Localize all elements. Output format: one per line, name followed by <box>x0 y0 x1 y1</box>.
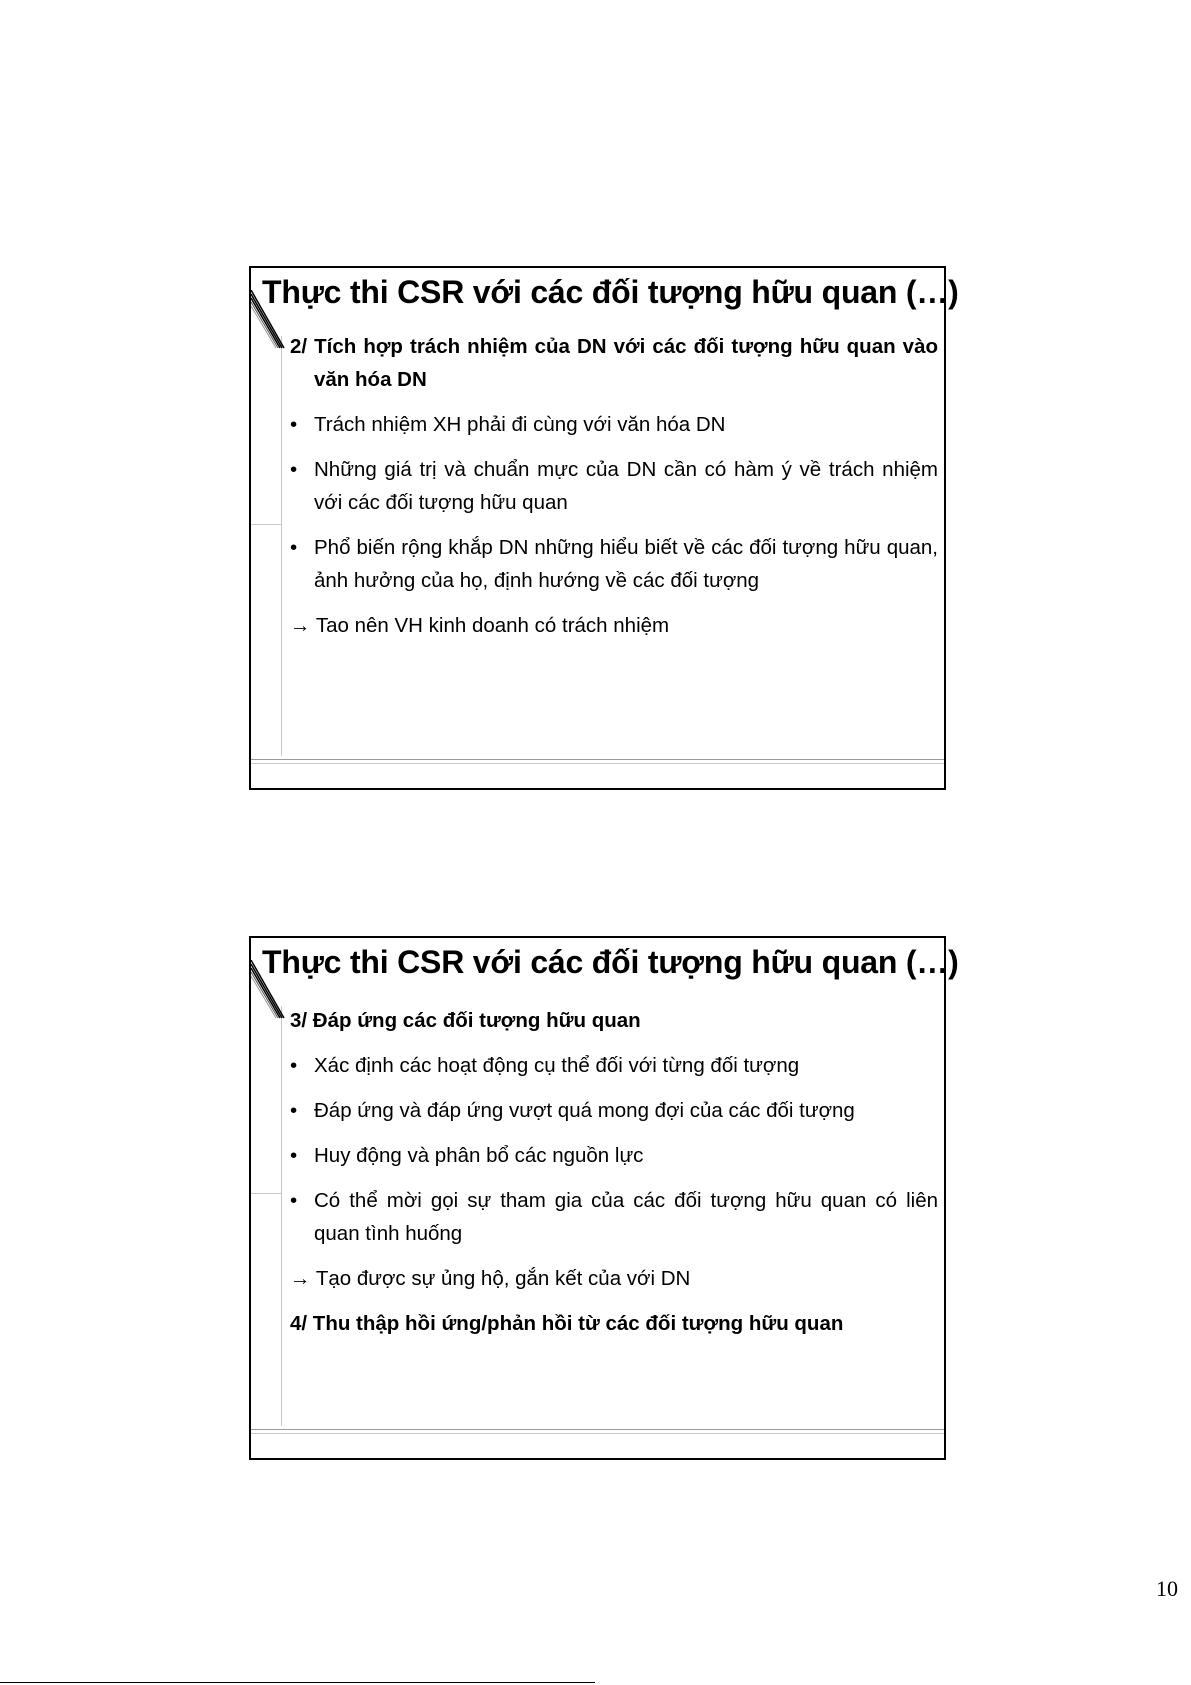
slide-guide-line <box>281 336 282 756</box>
bullet-marker: • <box>290 536 298 559</box>
bullet-text: Những giá trị và chuẩn mực của DN cần có hàm ý về trách nhiệm với các đối tượng hữu quan <box>314 458 938 514</box>
slide-2 <box>249 936 959 1460</box>
bullet-text: Phổ biến rộng khắp DN những hiểu biết về các đối tượng hữu quan, ảnh hưởng của họ, định hướng về các đối tượng <box>314 536 938 592</box>
slide-footer-rule <box>251 759 944 760</box>
slide-body <box>290 1004 938 1352</box>
slide-footer-rule-inner <box>251 763 944 764</box>
slide-guide-line <box>281 1006 282 1426</box>
bullet-marker: • <box>290 1144 298 1167</box>
conclusion: → Tao nên VH kinh doanh có trách nhiệm <box>290 614 670 637</box>
bullet-text: Có thể mời gọi sự tham gia của các đối tượng hữu quan có liên quan tình huống <box>314 1189 938 1245</box>
bullet-item <box>290 1139 938 1172</box>
bullet-item <box>290 408 938 441</box>
page-number: 10 <box>1156 1576 1178 1601</box>
bullet-text: Trách nhiệm XH phải đi cùng với văn hóa DN <box>314 413 726 436</box>
footnote-rule <box>0 1682 595 1683</box>
bullet-text: Xác định các hoạt động cụ thể đối với từng đối tượng <box>314 1054 800 1077</box>
slide-title: Thực thi CSR với các đối tượng hữu quan (…) <box>262 274 959 310</box>
bullet-marker: • <box>290 1099 298 1122</box>
bullet-item <box>290 1184 938 1250</box>
bullet-marker: • <box>290 413 298 436</box>
section-subheading: 4/ Thu thập hồi ứng/phản hồi từ các đối tượng hữu quan <box>290 1312 844 1335</box>
bullet-item <box>290 1049 938 1082</box>
slide-body <box>290 330 938 654</box>
bullet-item <box>290 531 938 597</box>
bullet-marker: • <box>290 1189 298 1212</box>
slide-1 <box>249 266 959 790</box>
section-heading: 3/ Đáp ứng các đối tượng hữu quan <box>290 1009 641 1032</box>
bullet-text: Huy động và phân bổ các nguồn lực <box>314 1144 644 1167</box>
bullet-item <box>290 453 938 519</box>
section-heading: 2/ Tích hợp trách nhiệm của DN với các đối tượng hữu quan vào văn hóa DN <box>290 335 938 391</box>
conclusion: → Tạo được sự ủng hộ, gắn kết của với DN <box>290 1267 691 1290</box>
slide-guide-tick <box>251 1193 281 1194</box>
slide-footer-rule <box>251 1429 944 1430</box>
bullet-text: Đáp ứng và đáp ứng vượt quá mong đợi của các đối tượng <box>314 1099 855 1122</box>
slide-title: Thực thi CSR với các đối tượng hữu quan (…) <box>262 944 959 980</box>
bullet-marker: • <box>290 458 298 481</box>
bullet-marker: • <box>290 1054 298 1077</box>
slide-footer-rule-inner <box>251 1433 944 1434</box>
bullet-item <box>290 1094 938 1127</box>
slide-guide-tick <box>251 524 281 525</box>
